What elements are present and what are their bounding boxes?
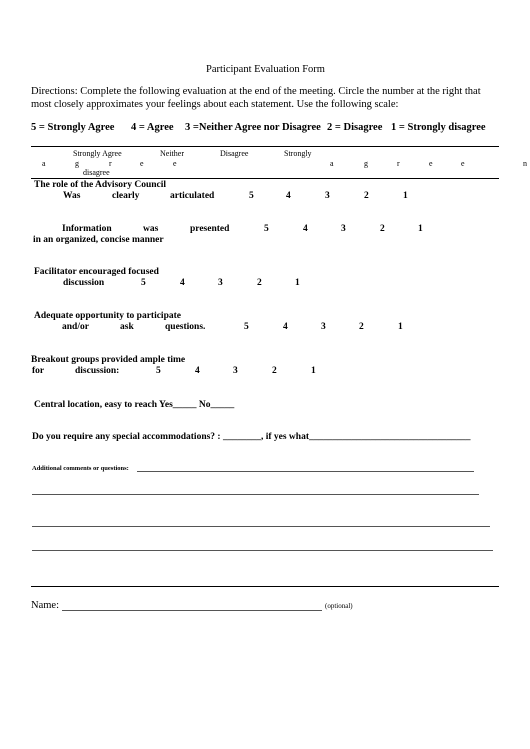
comments-line-1[interactable] [137, 471, 474, 472]
comments-line-2[interactable] [32, 494, 479, 495]
header-bottom-rule [31, 178, 499, 179]
header-strongly-agree: Strongly Agree [73, 149, 122, 158]
scale-3: 3 =Neither Agree nor Disagree [185, 122, 321, 133]
question-1-line-1: The role of the Advisory Council [34, 180, 167, 190]
question-2-rating-5[interactable]: 5 [264, 224, 269, 234]
comments-line-3[interactable] [32, 526, 490, 527]
header-agree-letter-right: g [364, 159, 368, 168]
question-2-rating-4[interactable]: 4 [303, 224, 308, 234]
directions-line-2: most closely approximates your feelings about each statement. Use the following scale: [31, 99, 399, 110]
question-3-rating-4[interactable]: 4 [180, 278, 185, 288]
question-1-rating-1[interactable]: 1 [403, 191, 408, 201]
question-3-rating-5[interactable]: 5 [141, 278, 146, 288]
header-agree-letter-right: r [397, 159, 400, 168]
question-3-rating-2[interactable]: 2 [257, 278, 262, 288]
question-2-rating-3[interactable]: 3 [341, 224, 346, 234]
header-disagree-below: disagree [83, 168, 110, 177]
question-1-word: clearly [112, 191, 140, 201]
question-2-rating-2[interactable]: 2 [380, 224, 385, 234]
question-4-rating-4[interactable]: 4 [283, 322, 288, 332]
header-disagree: Disagree [220, 149, 249, 158]
central-location-question[interactable]: Central location, easy to reach Yes_____ No_____ [34, 400, 235, 410]
question-4-rating-3[interactable]: 3 [321, 322, 326, 332]
header-neither: Neither [160, 149, 184, 158]
question-1-rating-4[interactable]: 4 [286, 191, 291, 201]
page-title: Participant Evaluation Form [206, 64, 325, 75]
header-top-rule [31, 146, 499, 147]
header-agree-letter-right: n [523, 159, 527, 168]
question-5-line-1: Breakout groups provided ample time [31, 355, 186, 365]
question-4-rating-1[interactable]: 1 [398, 322, 403, 332]
scale-5: 5 = Strongly Agree [31, 122, 115, 133]
question-5-rating-2[interactable]: 2 [272, 366, 277, 376]
header-agree-letter: r [109, 159, 112, 168]
question-4-rating-2[interactable]: 2 [359, 322, 364, 332]
header-agree-letter: e [140, 159, 144, 168]
question-2-word: Information [62, 224, 112, 234]
question-3-word: discussion [63, 278, 105, 288]
optional-note: (optional) [325, 602, 353, 610]
scale-4: 4 = Agree [131, 122, 174, 133]
header-agree-letter: g [75, 159, 79, 168]
question-4-word: questions. [165, 322, 206, 332]
question-5-rating-5[interactable]: 5 [156, 366, 161, 376]
question-3-rating-3[interactable]: 3 [218, 278, 223, 288]
question-5-rating-1[interactable]: 1 [311, 366, 316, 376]
question-3-line-1: Facilitator encouraged focused [34, 267, 159, 277]
scale-1: 1 = Strongly disagree [391, 122, 486, 133]
question-5-rating-4[interactable]: 4 [195, 366, 200, 376]
question-1-rating-2[interactable]: 2 [364, 191, 369, 201]
header-agree-letter-right: e [461, 159, 465, 168]
question-5-word: for [32, 366, 45, 376]
header-agree-letter: e [173, 159, 177, 168]
header-agree-letter-right: a [330, 159, 334, 168]
question-2-word: presented [190, 224, 230, 234]
header-agree-letter-right: e [429, 159, 433, 168]
question-1-rating-5[interactable]: 5 [249, 191, 254, 201]
name-field[interactable] [62, 610, 322, 611]
question-1-word: Was [63, 191, 81, 201]
question-5-word: discussion: [75, 366, 120, 376]
scale-2: 2 = Disagree [327, 122, 383, 133]
question-4-word: ask [120, 322, 134, 332]
question-1-rating-3[interactable]: 3 [325, 191, 330, 201]
header-agree-letter: a [42, 159, 46, 168]
directions-line-1: Directions: Complete the following evaluation at the end of the meeting. Circle the number at the right that [31, 86, 481, 97]
question-4-rating-5[interactable]: 5 [244, 322, 249, 332]
question-2-rating-1[interactable]: 1 [418, 224, 423, 234]
question-4-word: and/or [62, 322, 89, 332]
comments-label: Additional comments or questions: [32, 465, 129, 472]
question-2-line-2: in an organized, concise manner [33, 235, 164, 245]
comments-line-4[interactable] [32, 550, 493, 551]
question-4-line-1: Adequate opportunity to participate [34, 311, 181, 321]
header-strongly: Strongly [284, 149, 312, 158]
footer-rule [31, 586, 499, 587]
name-label: Name: [31, 600, 59, 611]
question-3-rating-1[interactable]: 1 [295, 278, 300, 288]
question-2-word: was [143, 224, 159, 234]
accommodations-question[interactable]: Do you require any special accommodations? : ________, if yes what__________________________________ [32, 432, 471, 442]
question-1-word: articulated [170, 191, 215, 201]
question-5-rating-3[interactable]: 3 [233, 366, 238, 376]
